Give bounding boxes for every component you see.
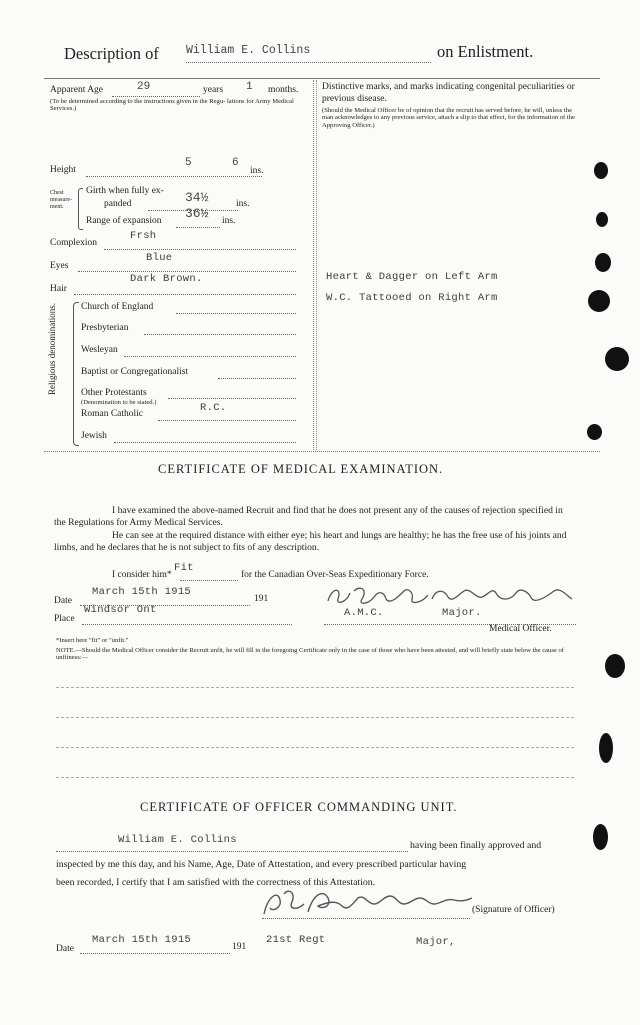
height-label: Height	[50, 165, 76, 175]
top-rule	[44, 78, 600, 79]
medical-place-dots	[82, 624, 292, 625]
height-ins-label: ins.	[250, 166, 264, 176]
unfitness-line	[56, 747, 574, 748]
medical-place-value: Windsor Ont	[84, 604, 157, 616]
range-label: Range of expansion	[86, 216, 162, 226]
commanding-date-value: March 15th 1915	[92, 934, 192, 946]
medical-date-label: Date	[54, 596, 72, 606]
age-months: 1	[246, 81, 253, 93]
girth-label-2: panded	[104, 199, 132, 209]
signature-dots	[262, 918, 470, 919]
binder-hole	[595, 253, 611, 272]
religion-rc-value: R.C.	[200, 402, 227, 414]
column-divider	[313, 80, 314, 450]
bottom-rule	[44, 451, 600, 452]
unfitness-line	[56, 687, 574, 688]
religion-other-protestants: Other Protestants	[81, 388, 147, 398]
religion-church-of-england: Church of England	[81, 302, 154, 312]
hair-dots	[74, 294, 296, 295]
religion-dots	[158, 420, 296, 421]
binder-hole	[587, 424, 602, 440]
height-feet: 5	[185, 157, 192, 169]
medical-officer-signature	[324, 583, 576, 609]
commanding-name-dots	[56, 851, 408, 852]
binder-hole	[593, 824, 608, 850]
religion-dots	[218, 378, 296, 379]
commanding-line-1: having been finally approved and	[410, 840, 542, 851]
binder-hole	[599, 733, 613, 763]
religion-dots	[124, 356, 296, 357]
height-dots	[86, 176, 262, 177]
religion-dots	[168, 398, 296, 399]
range-value: 36½	[185, 206, 209, 221]
marks-note: (Should the Medical Officer be of opinion that the recruit has served before, he will, unless the man acknowledges to any previous service, attach a slip to that effect, for the information of the Approving Officer.)	[322, 107, 575, 129]
distinctive-mark-1: Heart & Dagger on Left Arm	[326, 271, 498, 283]
binder-hole	[588, 290, 610, 312]
binder-hole	[594, 162, 608, 179]
title-dotted-line	[186, 62, 431, 63]
girth-label-1: Girth when fully ex-	[86, 186, 164, 196]
marks-heading: Distinctive marks, and marks indicating congenital peculiarities or previous disease.	[322, 82, 575, 104]
hair-value: Dark Brown.	[130, 273, 203, 285]
medical-year-suffix: 191	[254, 594, 269, 604]
medical-corps: A.M.C.	[344, 607, 384, 619]
commanding-line-3: been recorded, I certify that I am satisfied with the correctness of this Attestation.	[56, 877, 376, 888]
column-divider	[316, 80, 317, 450]
commanding-line-2: inspected by me this day, and his Name, Age, Date of Attestation, and every prescribed particular having	[56, 859, 467, 870]
complexion-value: Frsh	[130, 230, 157, 242]
unfitness-line	[56, 717, 574, 718]
religion-label: Religious denominations.	[47, 303, 57, 395]
medical-officer-label: Medical Officer.	[489, 624, 552, 634]
religion-dots	[114, 442, 296, 443]
age-label: Apparent Age	[50, 85, 104, 95]
eyes-value: Blue	[146, 252, 173, 264]
form-title-right: on Enlistment.	[437, 42, 534, 61]
fit-footnote: *Insert here "fit" or "unfit."	[56, 637, 129, 644]
recruit-name-title: William E. Collins	[186, 44, 311, 57]
commanding-date-label: Date	[56, 944, 74, 954]
binder-hole	[605, 654, 625, 678]
chest-brace	[78, 188, 83, 230]
eyes-dots	[78, 271, 296, 272]
commanding-recruit-name: William E. Collins	[118, 834, 237, 846]
religion-dots	[144, 334, 296, 335]
fitness-value: Fit	[174, 562, 194, 574]
medical-paragraph-1: I have examined the above-named Recruit and find that he does not present any of the causes of rejection specified in the Regulations for Army Medical Services.	[54, 505, 563, 529]
chest-label: Chest measure- ment.	[50, 190, 72, 210]
commanding-date-dots	[80, 953, 230, 954]
medical-certificate-heading: CERTIFICATE OF MEDICAL EXAMINATION.	[158, 462, 444, 476]
binder-hole	[596, 212, 608, 227]
age-note: (To be determined according to the instructions given in the Regu- lations for Army Medical Services.)	[50, 98, 294, 113]
signature-label: (Signature of Officer)	[472, 905, 555, 915]
form-title-left: Description of	[64, 44, 159, 63]
distinctive-mark-2: W.C. Tattooed on Right Arm	[326, 292, 498, 304]
unfitness-line	[56, 777, 574, 778]
height-inches: 6	[232, 157, 239, 169]
range-ins-label: ins.	[222, 216, 236, 226]
commanding-officer-signature	[258, 886, 476, 922]
girth-value: 34½	[185, 190, 209, 205]
religion-wesleyan: Wesleyan	[81, 345, 118, 355]
binder-hole	[605, 347, 629, 371]
force-label: for the Canadian Over-Seas Expeditionary Force.	[241, 570, 429, 580]
medical-paragraph-2: He can see at the required distance with either eye; his heart and lungs are healthy; he has the free use of his joints and limbs, and he declares that he is not subject to fits of any description.	[54, 530, 567, 554]
religion-roman-catholic: Roman Catholic	[81, 409, 144, 419]
years-label: years	[203, 85, 224, 95]
age-years: 29	[137, 81, 151, 93]
hair-label: Hair	[50, 284, 67, 294]
eyes-label: Eyes	[50, 261, 69, 271]
religion-jewish: Jewish	[81, 431, 107, 441]
medical-date-value: March 15th 1915	[92, 586, 192, 598]
unfit-note: NOTE.—Should the Medical Officer consider the Recruit unfit, he will fill in the foregoing Certificate only in the case of those who have been attested, and will briefly state below the cause of unfitness:—	[56, 647, 564, 662]
range-dots	[176, 227, 220, 228]
months-label: months.	[268, 85, 299, 95]
commanding-unit: 21st Regt	[266, 934, 326, 946]
religion-baptist: Baptist or Congregationalist	[81, 367, 189, 377]
commanding-rank: Major,	[416, 936, 456, 948]
medical-rank: Major.	[442, 607, 482, 619]
medical-place-label: Place	[54, 614, 75, 624]
religion-presbyterian: Presbyterian	[81, 323, 129, 333]
commanding-certificate-heading: CERTIFICATE OF OFFICER COMMANDING UNIT.	[140, 800, 458, 814]
complexion-dots	[104, 249, 296, 250]
commanding-year-suffix: 191	[232, 942, 247, 952]
consider-label: I consider him*	[112, 570, 172, 580]
consider-dots	[180, 580, 238, 581]
girth-ins-label: ins.	[236, 199, 250, 209]
complexion-label: Complexion	[50, 238, 97, 248]
religion-note: (Denomination to be stated.)	[81, 399, 157, 406]
religion-brace	[73, 302, 79, 446]
religion-dots	[176, 313, 296, 314]
age-dots	[112, 96, 200, 97]
